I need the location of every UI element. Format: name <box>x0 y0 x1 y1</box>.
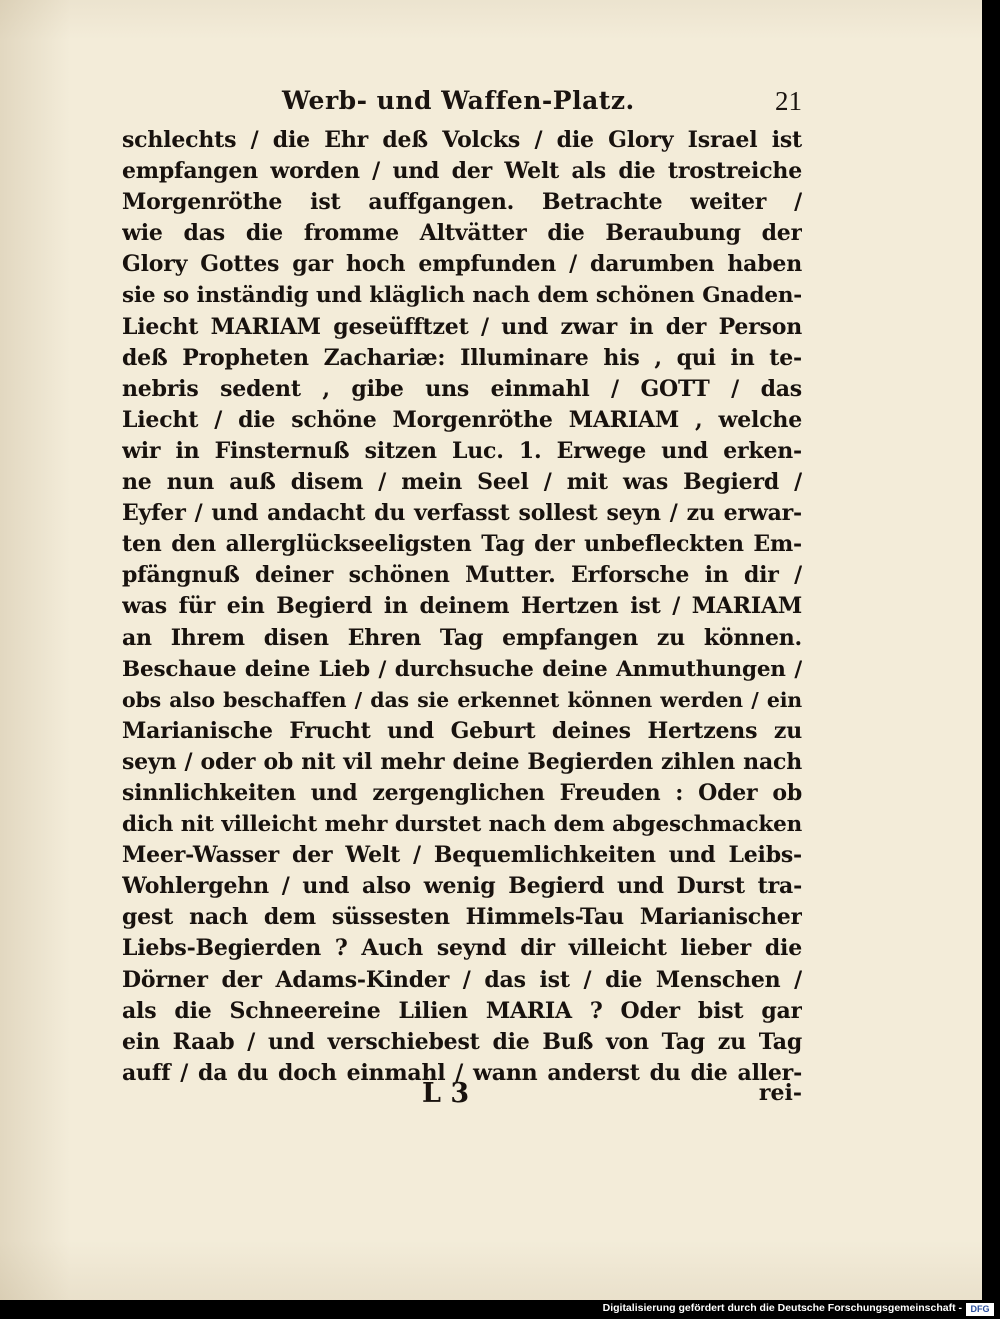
text-line: Beschaue deine Lieb / durchsuche deine Anmuthungen / <box>122 656 802 682</box>
text-line: Morgenröthe ist auffgangen. Betrachte weiter / <box>122 189 802 216</box>
text-line: Marianische Frucht und Geburt deines Hertzens zu <box>122 717 802 744</box>
text-line: Eyfer / und andacht du verfasst sollest seyn / zu erwar- <box>122 500 802 527</box>
text-line: gest nach dem süssesten Himmels-Tau Marianischer <box>122 904 802 931</box>
text-line: was für ein Begierd in deinem Hertzen ist / MARIAM <box>122 593 802 620</box>
text-line: obs also beschaffen / das sie erkennet können werden / ein <box>122 687 802 712</box>
text-line: seyn / oder ob nit vil mehr deine Begierden zihlen nach <box>122 748 802 775</box>
running-head <box>282 86 802 126</box>
text-line: Wohlergehn / und also wenig Begierd und Durst tra- <box>122 873 802 900</box>
text-line: dich nit villeicht mehr durstet nach dem abgeschmacken <box>122 812 802 838</box>
text-line: Glory Gottes gar hoch empfunden / darumben haben <box>122 251 802 278</box>
text-line: empfangen worden / und der Welt als die trostreiche <box>122 158 802 185</box>
text-line: wie das die fromme Altvätter die Beraubung der <box>122 220 802 247</box>
body-text <box>122 125 802 1089</box>
running-title: Werb- und Waffen-Platz. <box>282 86 635 115</box>
text-line: schlechts / die Ehr deß Volcks / die Glory Israel ist <box>122 127 802 153</box>
text-line: auff / da du doch einmahl / wann anderst du die aller- <box>122 1059 802 1086</box>
text-line: ne nun auß disem / mein Seel / mit was Begierd / <box>122 469 802 496</box>
text-line: nebris sedent , gibe uns einmahl / GOTT / das <box>122 375 802 402</box>
text-line: Meer-Wasser der Welt / Bequemlichkeiten und Leibs- <box>122 842 802 869</box>
text-line: Liecht / die schöne Morgenröthe MARIAM , welche <box>122 406 802 433</box>
text-line: Liebs-Begierden ? Auch seynd dir villeicht lieber die <box>122 935 802 962</box>
text-line: Dörner der Adams-Kinder / das ist / die Menschen / <box>122 966 802 993</box>
text-line: ein Raab / und verschiebest die Buß von Tag zu Tag <box>122 1028 802 1055</box>
text-line: sie so inständig und kläglich nach dem schönen Gnaden- <box>122 283 802 309</box>
page-footer <box>122 1078 802 1118</box>
digitization-credit-bar <box>0 1300 1000 1319</box>
signature-mark: L 3 <box>422 1078 470 1109</box>
credit-text: Digitalisierung gefördert durch die Deutsche Forschungsgemeinschaft - <box>602 1302 962 1314</box>
text-line: ten den allerglückseeligsten Tag der unbefleckten Em- <box>122 531 802 558</box>
text-line: als die Schneereine Lilien MARIA ? Oder bist gar <box>122 997 802 1024</box>
page-number: 21 <box>775 86 802 116</box>
text-line: an Ihrem disen Ehren Tag empfangen zu können. <box>122 624 802 651</box>
text-line: Liecht MARIAM geseüfftzet / und zwar in der Person <box>122 313 802 340</box>
text-line: pfängnuß deiner schönen Mutter. Erforsche in dir / <box>122 562 802 589</box>
text-line: wir in Finsternuß sitzen Luc. 1. Erwege und erken- <box>122 437 802 464</box>
dfg-logo-icon: DFG <box>966 1303 994 1316</box>
catchword: rei- <box>758 1080 802 1106</box>
text-line: sinnlichkeiten und zergenglichen Freuden : Oder ob <box>122 779 802 806</box>
text-line: deß Propheten Zachariæ: Illuminare his , qui in te- <box>122 344 802 371</box>
